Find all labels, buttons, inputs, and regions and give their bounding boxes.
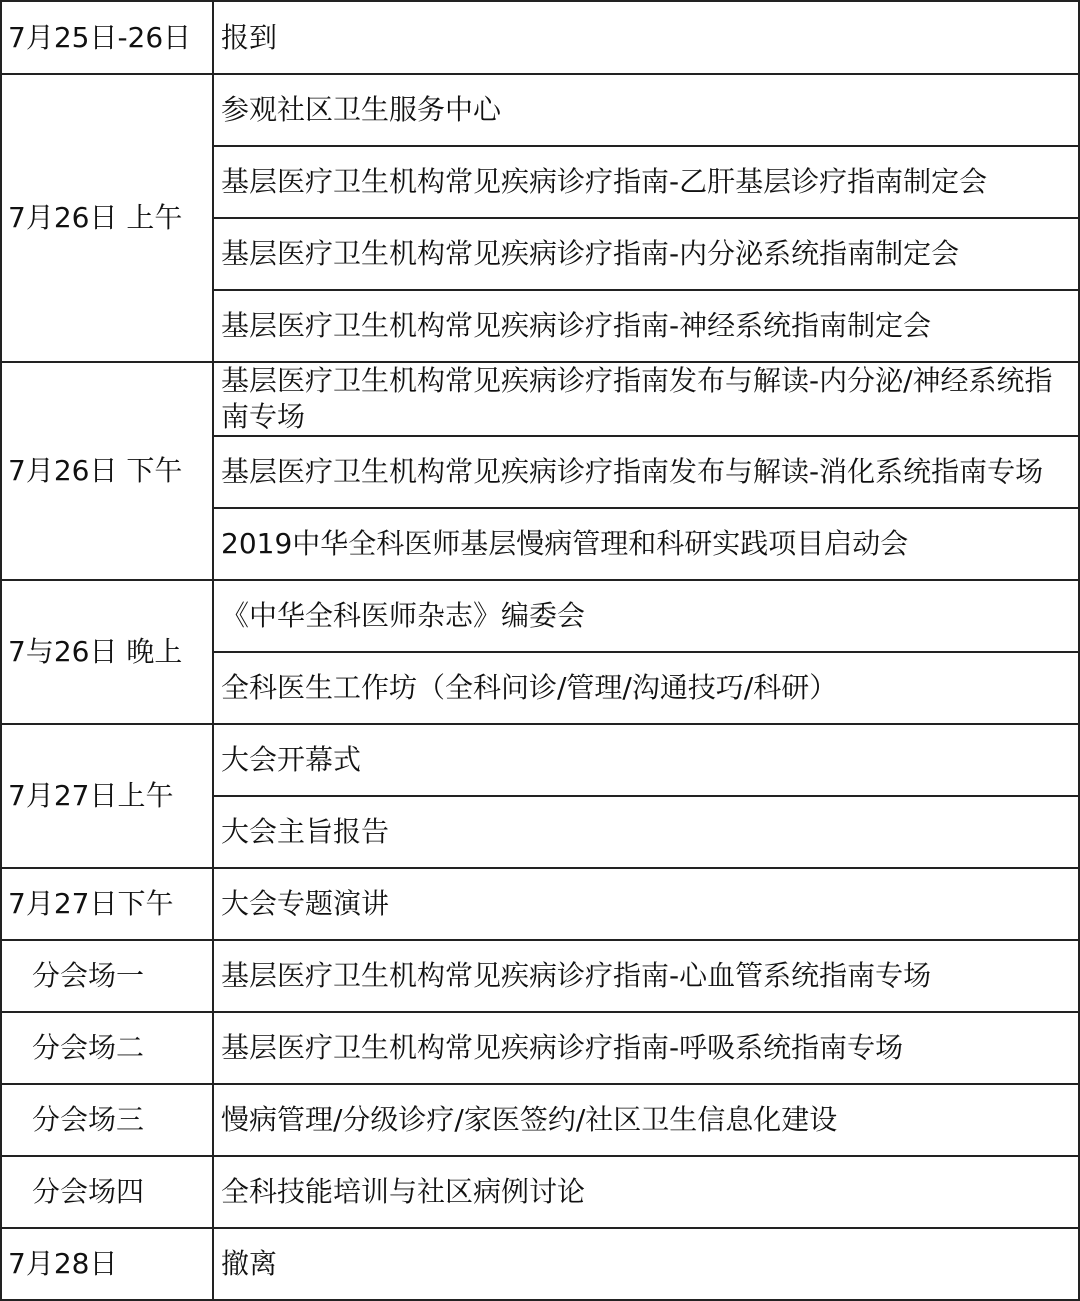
table-row (1, 74, 1079, 146)
event-cell: 基层医疗卫生机构常见疾病诊疗指南发布与解读-消化系统指南专场 (213, 436, 1079, 508)
event-cell: 基层医疗卫生机构常见疾病诊疗指南-乙肝基层诊疗指南制定会 (213, 146, 1079, 218)
event-cell: 基层医疗卫生机构常见疾病诊疗指南-心血管系统指南专场 (213, 940, 1079, 1012)
event-cell: 大会开幕式 (213, 724, 1079, 796)
time-cell: 分会场三 (1, 1084, 213, 1156)
table-row (1, 580, 1079, 652)
event-cell: 报到 (213, 1, 1079, 74)
time-cell: 7月28日 (1, 1228, 213, 1300)
table-row (1, 1012, 1079, 1084)
time-cell: 7月26日 下午 (1, 362, 213, 580)
table-row (1, 1156, 1079, 1228)
time-cell: 7月27日上午 (1, 724, 213, 868)
time-cell: 分会场四 (1, 1156, 213, 1228)
table-row (1, 724, 1079, 796)
table-row (1, 940, 1079, 1012)
event-cell: 《中华全科医师杂志》编委会 (213, 580, 1079, 652)
table-row (1, 1084, 1079, 1156)
event-cell: 基层医疗卫生机构常见疾病诊疗指南-内分泌系统指南制定会 (213, 218, 1079, 290)
table-row (1, 1, 1079, 74)
event-cell: 撤离 (213, 1228, 1079, 1300)
time-cell: 7月25日-26日 (1, 1, 213, 74)
event-cell: 参观社区卫生服务中心 (213, 74, 1079, 146)
time-cell: 7与26日 晚上 (1, 580, 213, 724)
schedule-body (1, 1, 1079, 1300)
time-cell: 7月26日 上午 (1, 74, 213, 362)
time-cell: 7月27日下午 (1, 868, 213, 940)
table-row (1, 362, 1079, 436)
table-row (1, 1228, 1079, 1300)
event-cell: 全科技能培训与社区病例讨论 (213, 1156, 1079, 1228)
time-cell: 分会场一 (1, 940, 213, 1012)
event-cell: 大会主旨报告 (213, 796, 1079, 868)
time-cell: 分会场二 (1, 1012, 213, 1084)
event-cell: 2019中华全科医师基层慢病管理和科研实践项目启动会 (213, 508, 1079, 580)
event-cell: 全科医生工作坊（全科问诊/管理/沟通技巧/科研） (213, 652, 1079, 724)
event-cell: 慢病管理/分级诊疗/家医签约/社区卫生信息化建设 (213, 1084, 1079, 1156)
event-cell: 基层医疗卫生机构常见疾病诊疗指南-呼吸系统指南专场 (213, 1012, 1079, 1084)
event-cell: 基层医疗卫生机构常见疾病诊疗指南发布与解读-内分泌/神经系统指南专场 (213, 362, 1079, 436)
event-cell: 基层医疗卫生机构常见疾病诊疗指南-神经系统指南制定会 (213, 290, 1079, 362)
table-row (1, 868, 1079, 940)
event-cell: 大会专题演讲 (213, 868, 1079, 940)
